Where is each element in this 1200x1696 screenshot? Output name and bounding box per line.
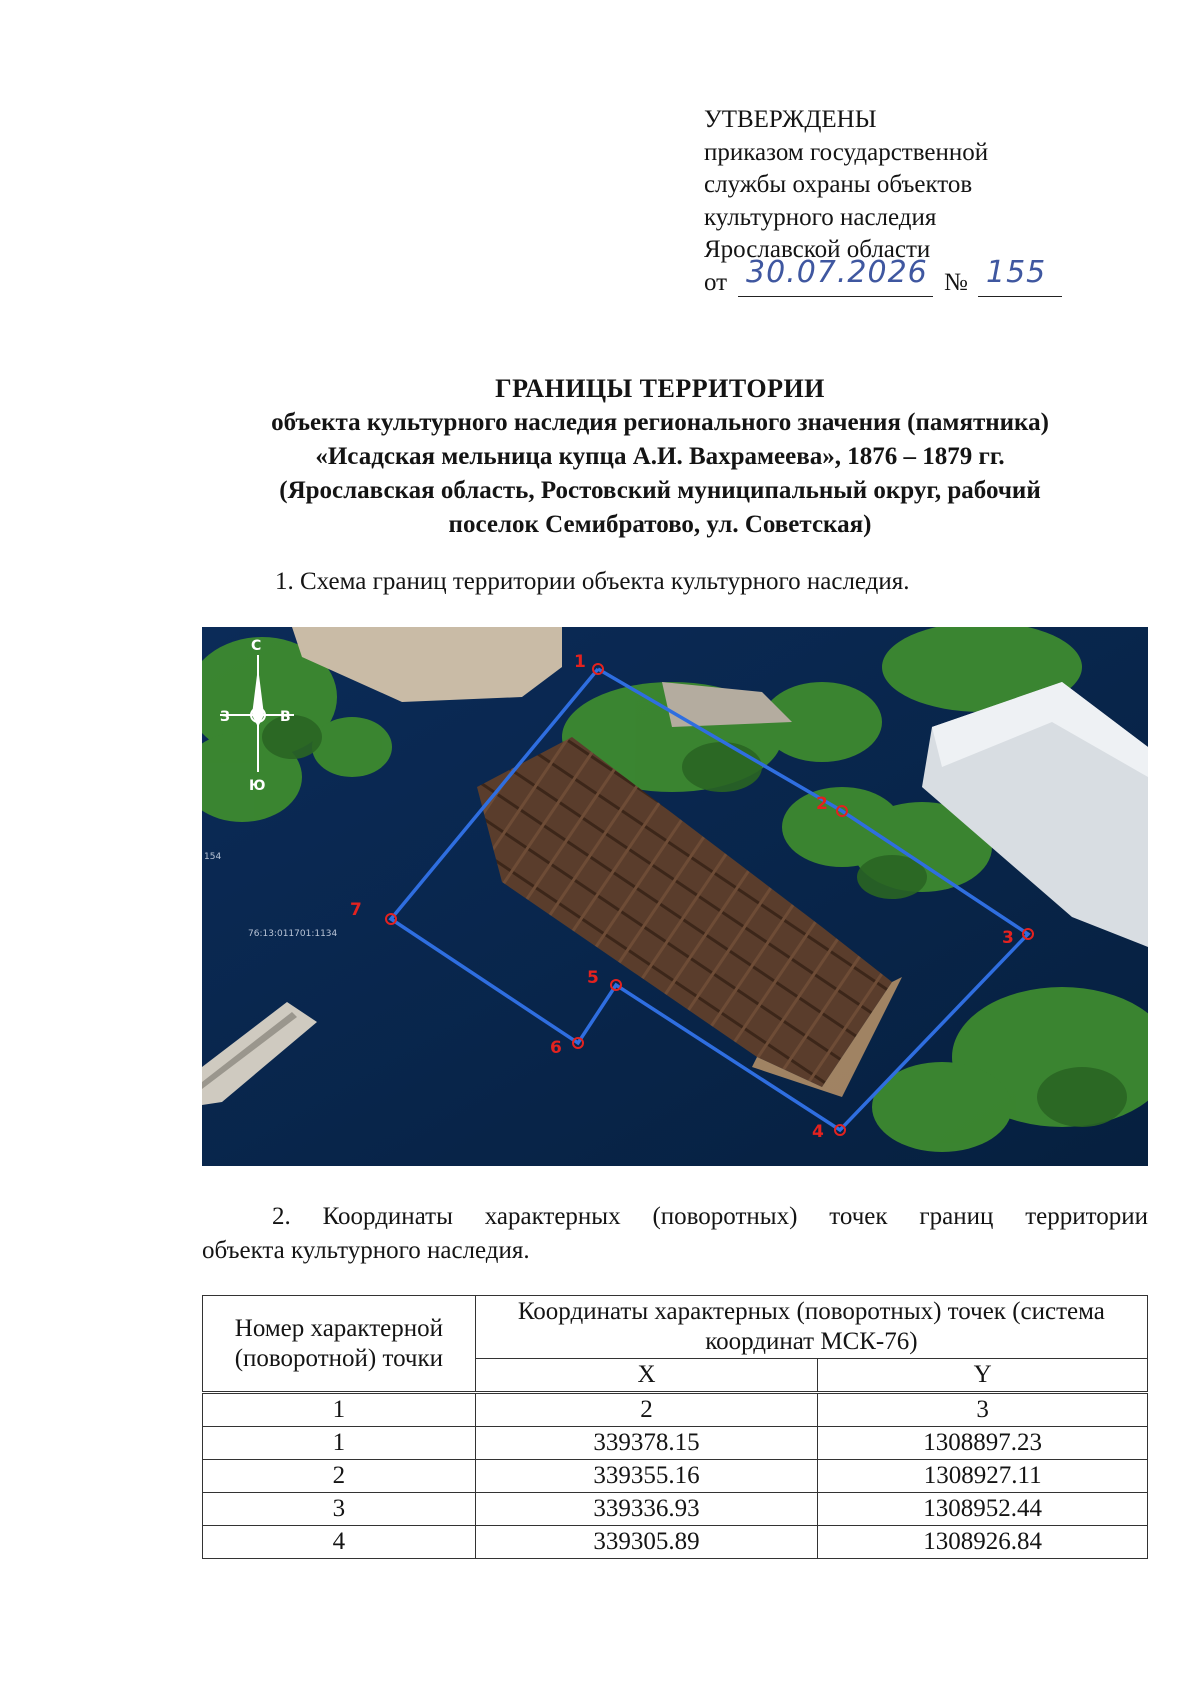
table-numbering-row: [203, 1393, 1148, 1427]
coordinates-table: [202, 1295, 1148, 1559]
table-cell: 339305.89: [475, 1526, 818, 1559]
table-cell: 3: [818, 1393, 1148, 1427]
date-prefix: от: [704, 268, 728, 296]
header-point-number: Номер характерной (поворотной) точки: [203, 1296, 476, 1393]
section-2-heading: [202, 1200, 1148, 1268]
point-label-6: 6: [550, 1038, 562, 1058]
point-label-2: 2: [816, 794, 828, 814]
table-cell: 1308952.44: [818, 1493, 1148, 1526]
point-label-5: 5: [587, 968, 599, 988]
table-cell: 4: [203, 1526, 476, 1559]
approval-block: [704, 104, 1104, 301]
table-row: [203, 1427, 1148, 1460]
title-line: объекта культурного наследия регионального значения (памятника): [271, 409, 1049, 436]
section-1-heading: 1. Схема границ территории объекта культурного наследия.: [275, 568, 910, 595]
parcel-label: 154: [204, 852, 222, 862]
approval-line: культурного наследия: [704, 203, 937, 231]
section-2-line-1: 2. Координаты характерных (поворотных) точек границ территории: [272, 1203, 1148, 1230]
number-underline: [978, 296, 1062, 297]
handwritten-number: 155: [986, 254, 1047, 290]
title-main: ГРАНИЦЫ ТЕРРИТОРИИ: [495, 374, 825, 403]
section-2-line-2: объекта культурного наследия.: [202, 1237, 530, 1264]
table-row: [203, 1460, 1148, 1493]
point-label-3: 3: [1002, 928, 1014, 948]
table-cell: 1308927.11: [818, 1460, 1148, 1493]
table-cell: 2: [475, 1393, 818, 1427]
table-row: [203, 1493, 1148, 1526]
boundary-scheme-map: [202, 627, 1148, 1166]
table-cell: 1: [203, 1393, 476, 1427]
number-prefix: №: [944, 268, 968, 296]
approval-heading: УТВЕРЖДЕНЫ: [704, 106, 877, 133]
header-coordinates: Координаты характерных (поворотных) точек (система координат МСК-76): [475, 1296, 1147, 1359]
table-cell: 1308897.23: [818, 1427, 1148, 1460]
compass-south: Ю: [249, 778, 266, 794]
point-label-7: 7: [350, 900, 362, 920]
approval-line: приказом государственной: [704, 138, 989, 166]
title-line: поселок Семибратово, ул. Советская): [448, 511, 872, 538]
date-underline: [738, 296, 933, 297]
compass-east: В: [280, 709, 291, 725]
title-line: «Исадская мельница купца А.И. Вахрамеева», 1876 – 1879 гг.: [315, 443, 1005, 470]
handwritten-date: 30.07.2026: [746, 254, 928, 290]
approval-line: Ярославской области: [704, 236, 931, 263]
table-cell: 1308926.84: [818, 1526, 1148, 1559]
compass-north: С: [251, 638, 262, 654]
table-row: [203, 1526, 1148, 1559]
point-label-4: 4: [812, 1122, 824, 1142]
table-cell: 339336.93: [475, 1493, 818, 1526]
compass-west: З: [220, 709, 230, 725]
approval-date-row: [704, 254, 1104, 301]
point-label-1: 1: [574, 652, 586, 672]
table-cell: 2: [203, 1460, 476, 1493]
table-cell: 3: [203, 1493, 476, 1526]
parcel-label: 76:13:011701:1134: [248, 929, 338, 939]
aerial-map-image: [202, 627, 1148, 1166]
header-y: Y: [818, 1359, 1148, 1393]
document-title: [160, 372, 1160, 542]
approval-line: службы охраны объектов: [704, 171, 973, 198]
title-line: (Ярославская область, Ростовский муниципальный округ, рабочий: [279, 477, 1041, 504]
table-cell: 339378.15: [475, 1427, 818, 1460]
header-x: X: [475, 1359, 818, 1393]
table-cell: 339355.16: [475, 1460, 818, 1493]
table-cell: 1: [203, 1427, 476, 1460]
